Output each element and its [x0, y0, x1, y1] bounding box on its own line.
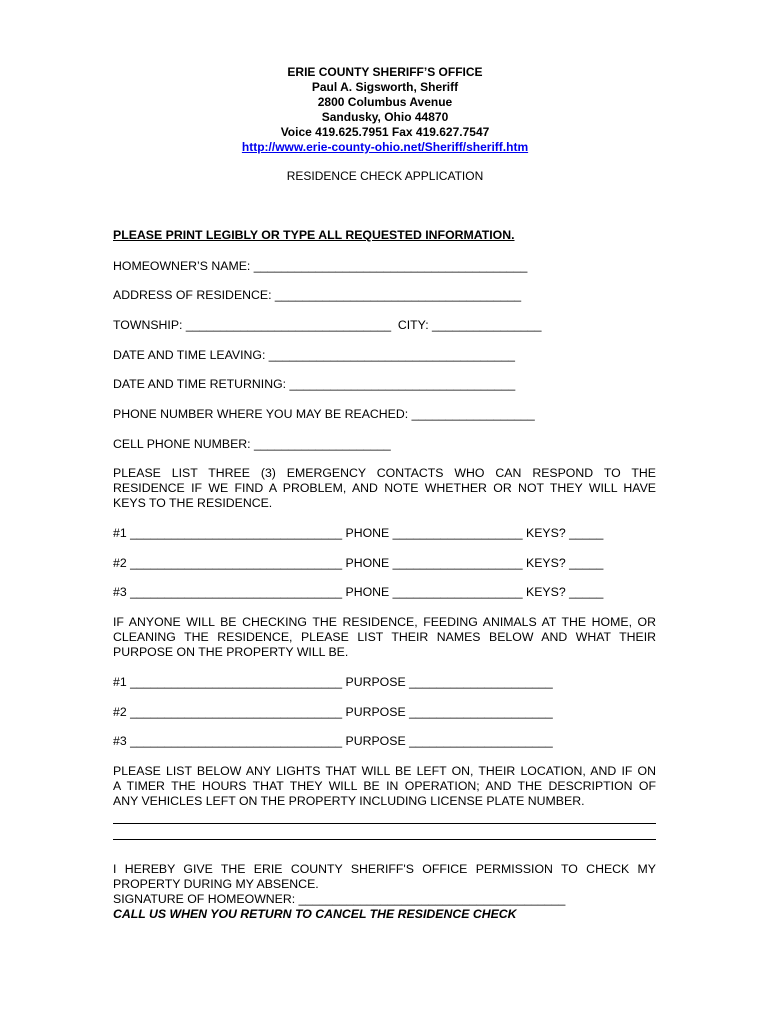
phone-field[interactable]: PHONE NUMBER WHERE YOU MAY BE REACHED: __________________ [113, 407, 535, 421]
checkers-intro-line: PURPOSE ON THE PROPERTY WILL BE. [113, 645, 349, 659]
lights-intro-line: A TIMER THE HOURS THAT THEY WILL BE IN OPERATION; AND THE DESCRIPTION OF [113, 779, 656, 793]
permission-text-line: I HEREBY GIVE THE ERIE COUNTY SHERIFF'S OFFICE PERMISSION TO CHECK MY [113, 862, 656, 876]
emergency-intro-line: PLEASE LIST THREE (3) EMERGENCY CONTACTS WHO CAN RESPOND TO THE [113, 466, 656, 480]
signature-field[interactable]: SIGNATURE OF HOMEOWNER: _______________________________________ [113, 892, 566, 906]
form-title: RESIDENCE CHECK APPLICATION [286, 169, 484, 183]
return-notice: CALL US WHEN YOU RETURN TO CANCEL THE RESIDENCE CHECK [113, 907, 517, 921]
cell-phone-field[interactable]: CELL PHONE NUMBER: ____________________ [113, 437, 391, 451]
instruction-heading: PLEASE PRINT LEGIBLY OR TYPE ALL REQUESTED INFORMATION. [113, 228, 515, 242]
office-name: ERIE COUNTY SHERIFF’S OFFICE [287, 65, 483, 79]
checkers-intro-line: IF ANYONE WILL BE CHECKING THE RESIDENCE, FEEDING ANIMALS AT THE HOME, OR [113, 615, 656, 629]
emergency-contact-1[interactable]: #1 _______________________________ PHONE ___________________ KEYS? _____ [113, 526, 604, 540]
homeowner-name-field[interactable]: HOMEOWNER’S NAME: ________________________________________ [113, 259, 528, 273]
lights-answer-line[interactable] [113, 823, 656, 824]
emergency-contact-2[interactable]: #2 _______________________________ PHONE ___________________ KEYS? _____ [113, 556, 604, 570]
permission-text-line: PROPERTY DURING MY ABSENCE. [113, 877, 319, 891]
checker-2[interactable]: #2 _______________________________ PURPOSE _____________________ [113, 705, 553, 719]
checker-3[interactable]: #3 _______________________________ PURPOSE _____________________ [113, 734, 553, 748]
street-address: 2800 Columbus Avenue [317, 95, 453, 109]
lights-intro-line: ANY VEHICLES LEFT ON THE PROPERTY INCLUDING LICENSE PLATE NUMBER. [113, 794, 585, 808]
address-field[interactable]: ADDRESS OF RESIDENCE: ____________________________________ [113, 288, 522, 302]
checkers-intro-line: CLEANING THE RESIDENCE, PLEASE LIST THEIR NAMES BELOW AND WHAT THEIR [113, 630, 656, 644]
emergency-contact-3[interactable]: #3 _______________________________ PHONE ___________________ KEYS? _____ [113, 585, 604, 599]
lights-intro-line: PLEASE LIST BELOW ANY LIGHTS THAT WILL BE LEFT ON, THEIR LOCATION, AND IF ON [113, 764, 656, 778]
website-link[interactable]: http://www.erie-county-ohio.net/Sheriff/sheriff.htm [241, 140, 529, 154]
date-returning-field[interactable]: DATE AND TIME RETURNING: _________________________________ [113, 377, 516, 391]
sheriff-name: Paul A. Sigsworth, Sheriff [311, 80, 459, 94]
emergency-intro-line: KEYS TO THE RESIDENCE. [113, 496, 273, 510]
emergency-intro-line: RESIDENCE IF WE FIND A PROBLEM, AND NOTE WHETHER OR NOT THEY WILL HAVE [113, 481, 656, 495]
city-state-zip: Sandusky, Ohio 44870 [321, 110, 449, 124]
lights-answer-line[interactable] [113, 839, 656, 840]
voice-fax: Voice 419.625.7951 Fax 419.627.7547 [280, 125, 490, 139]
date-leaving-field[interactable]: DATE AND TIME LEAVING: ____________________________________ [113, 348, 515, 362]
checker-1[interactable]: #1 _______________________________ PURPOSE _____________________ [113, 675, 553, 689]
township-city-field[interactable]: TOWNSHIP: ______________________________ CITY: ________________ [113, 318, 542, 332]
